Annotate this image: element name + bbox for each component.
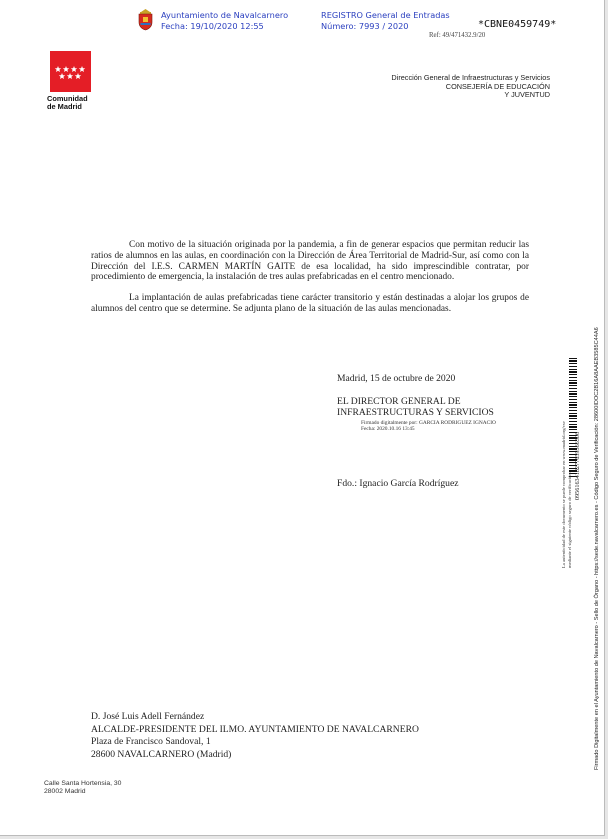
verification-code: 0956163418277659366306 bbox=[574, 431, 581, 500]
dept-name: Dirección General de Infraestructuras y Servicios bbox=[391, 73, 550, 82]
digital-signature-line2: Fecha: 2020.10.16 13:45 bbox=[361, 426, 415, 433]
reference-number: Ref: 49/471432.9/20 bbox=[429, 32, 486, 39]
dept-ministry-line2: Y JUVENTUD bbox=[504, 90, 550, 100]
registry-date: Fecha: 19/10/2020 12:55 bbox=[161, 21, 264, 31]
footer-address-line1: Calle Santa Hortensia, 30 bbox=[44, 780, 122, 787]
signed-by: Fdo.: Ignacio García Rodríguez bbox=[337, 478, 459, 489]
registry-title: REGISTRO General de Entradas bbox=[321, 10, 450, 20]
logo-text-line2: de Madrid bbox=[47, 102, 82, 112]
digital-signature-line1: Firmado digitalmente por: GARCIA RODRIGUEZ IGNACIO bbox=[361, 420, 496, 426]
recipient-city: 28600 NAVALCARNERO (Madrid) bbox=[91, 748, 232, 760]
town-coat-of-arms-icon bbox=[137, 9, 154, 31]
signer-title-line1: EL DIRECTOR GENERAL DE bbox=[337, 396, 461, 407]
recipient-title: ALCALDE-PRESIDENTE DEL ILMO. AYUNTAMIENTO DE NAVALCARNERO bbox=[91, 723, 419, 735]
recipient-name: D. José Luis Adell Fernández bbox=[91, 711, 205, 722]
logo-text-line1: Comunidad bbox=[47, 94, 88, 103]
footer-address-line2: 28002 Madrid bbox=[44, 788, 86, 795]
verification-text-line2: mediante el siguiente código seguro de verificación: bbox=[566, 472, 572, 568]
registry-code: *CBNE0459749* bbox=[478, 19, 557, 30]
place-date: Madrid, 15 de octubre de 2020 bbox=[337, 373, 456, 384]
signer-title-line2: INFRAESTRUCTURAS Y SERVICIOS bbox=[337, 406, 494, 418]
registry-institution: Ayuntamiento de Navalcarnero bbox=[161, 10, 289, 20]
body-paragraph-2: La implantación de aulas prefabricadas tiene carácter transitorio y están destinadas a alojar los grupos de alumnos del centro que se determine. Se adjunta plano de la situación de las aulas mencionadas. bbox=[91, 293, 529, 314]
comunidad-madrid-logo bbox=[50, 51, 91, 92]
body-paragraph-1: Con motivo de la situación originada por la pandemia, a fin de generar espacios que permitan reducir las ratios de alumnos en las aulas, en coordinación con la Dirección de Área Territorial de Madrid-Sur, así como con la Dirección del I.E.S. CARMEN MARTÍN GAITE de esa localidad, ha sido imprescindible contratar, por procedimiento de emergencia, la instalación de tres aulas prefabricadas en el centro mencionado. bbox=[91, 240, 529, 283]
sello-organo-text: Firmado Digitalmente en el Ayuntamiento de Navalcarnero - Sello de Órgano - https://sede.navalcarnero.es - Código Seguro de Verificación: 28600IDOC2B16A8AAEB3585C44A6 bbox=[594, 327, 600, 770]
registry-number: Número: 7993 / 2020 bbox=[321, 21, 409, 31]
dept-ministry-line1: CONSEJERÍA DE EDUCACIÓN bbox=[445, 81, 550, 91]
recipient-street: Plaza de Francisco Sandoval, 1 bbox=[91, 736, 211, 747]
verification-text-line1: La autenticidad de este documento se puede comprobar en www.madrid.org/csv bbox=[561, 421, 566, 568]
